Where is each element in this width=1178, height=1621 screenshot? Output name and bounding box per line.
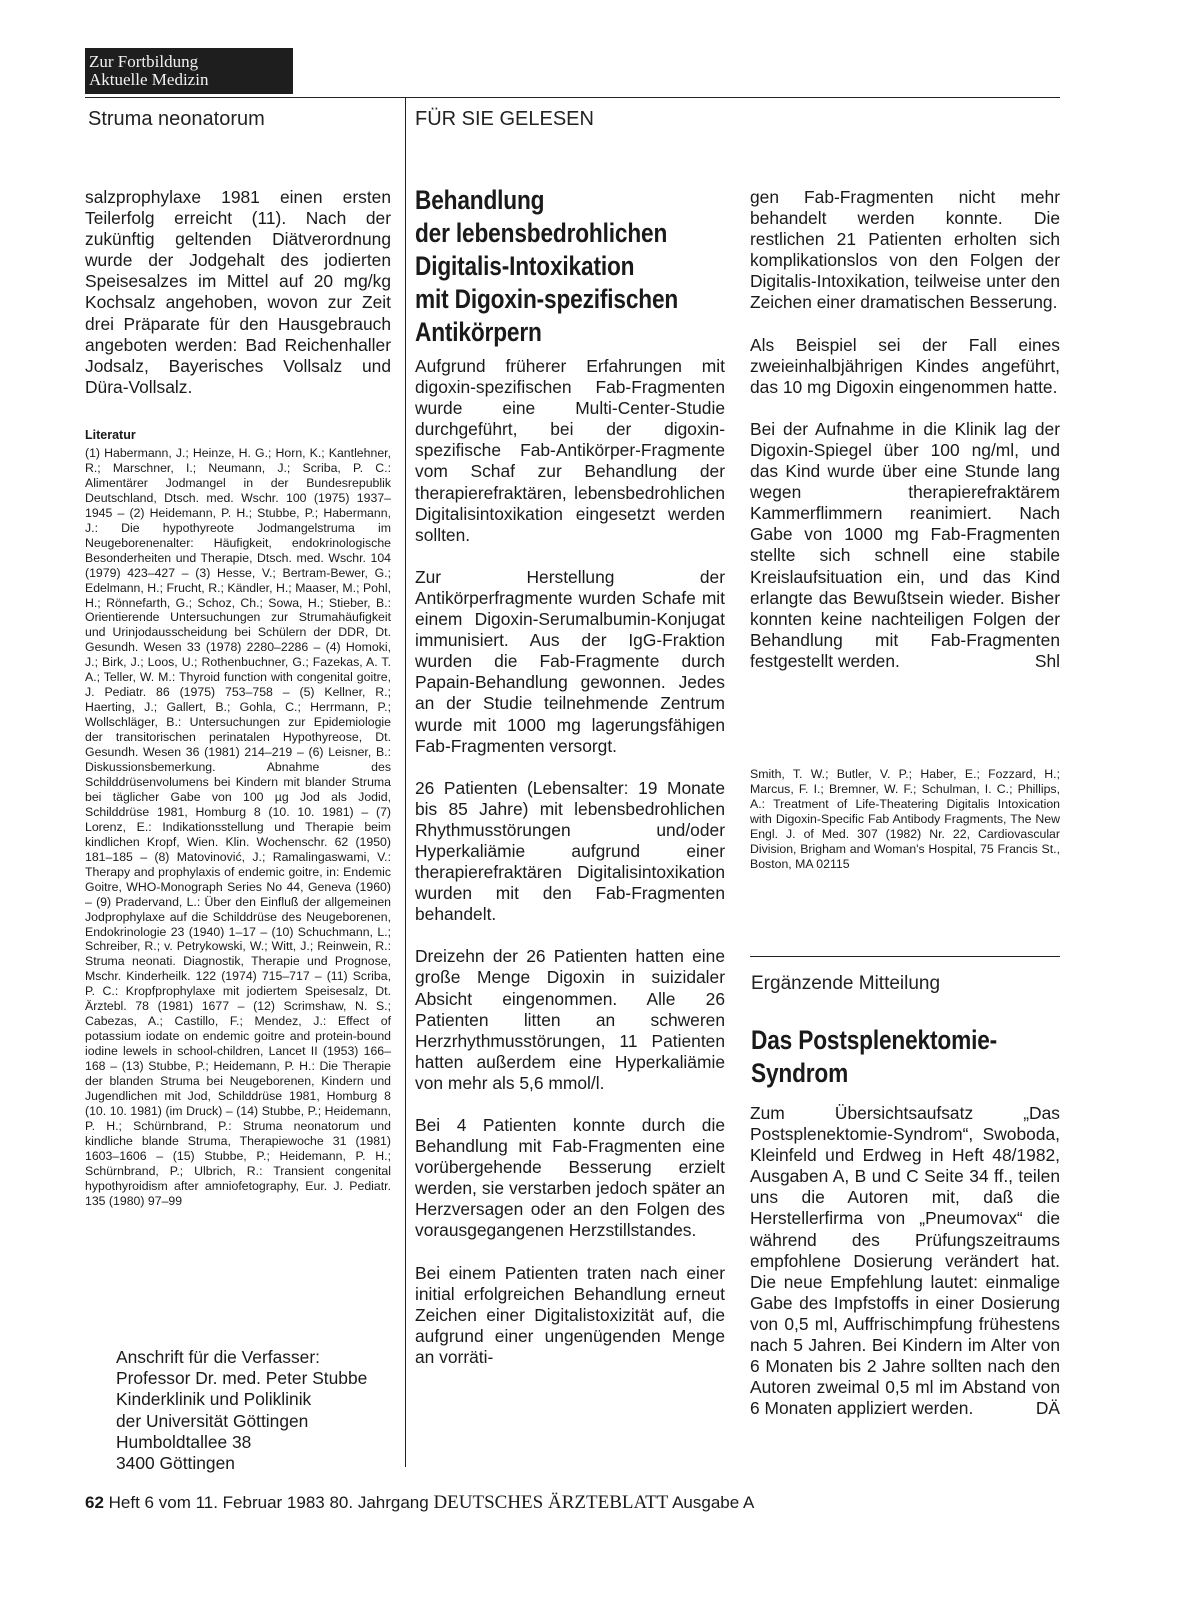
supplement-headline (751, 1024, 1044, 1090)
address-line: Professor Dr. med. Peter Stubbe (116, 1368, 368, 1389)
paragraph: Bei 4 Patienten konnte durch die Behandlung mit Fab-Fragmenten eine vorübergehende Besserung erzielt werden, sie verstarben jedoch später an Herzversagen oder an den Folgen des vorausgegangenen Herzstillstandes. (415, 1115, 725, 1241)
edition: Ausgabe A (672, 1493, 755, 1512)
headline-line: Syndrom (751, 1058, 849, 1088)
series-badge (85, 48, 293, 94)
headline-line: Behandlung (415, 185, 545, 215)
badge-line-1: Zur Fortbildung (89, 52, 199, 71)
journal-name: DEUTSCHES ÄRZTEBLATT (433, 1492, 669, 1513)
signature: Shl (1034, 650, 1060, 671)
paragraph: Zur Herstellung der Antikörperfragmente wurden Schafe mit einem Digoxin-Serumalbumin-Konjugat immunisiert. Aus der IgG-Fraktion wurden die Fab-Fragmente durch Papain-Behandlung gewonnen. Jedes an der Studie teilnehmende Zentrum wurde mit 1000 mg lagerungsfähigen Fab-Fragmenten versorgt. (415, 566, 725, 756)
left-section-title: Struma neonatorum (88, 108, 265, 130)
headline-line: der lebensbedrohlichen (415, 218, 668, 248)
literature-heading: Literatur (85, 428, 136, 442)
paragraph: Bei einem Patienten traten nach einer initial erfolgreichen Behandlung erneut Zeichen einer Digitalistoxizität auf, die aufgrund einer ungenügenden Menge an vorräti- (415, 1262, 725, 1367)
paragraph: Als Beispiel sei der Fall eines zweieinhalbjährigen Kindes angeführt, das 10 mg Digoxin eingenommen hatte. (750, 334, 1060, 397)
headline-line: Digitalis-Intoxikation (415, 251, 635, 281)
article-reference: Smith, T. W.; Butler, V. P.; Haber, E.; Fozzard, H.; Marcus, F. I.; Bremner, W. F.; Schulman, I. C.; Phillips, A.: Treatment of Life-Theatering Digitalis Intoxication with Digoxin-Specific Fab Antibody Fragments, The New Engl. J. of Med. 307 (1982) Nr. 22, Cardiovascular Division, Brigham and Woman's Hospital, 75 Francis St., Boston, MA 02115 (750, 767, 1060, 871)
page-number: 62 (85, 1493, 104, 1512)
paragraph (750, 419, 1060, 672)
paragraph: Dreizehn der 26 Patienten hatten eine große Menge Digoxin in suizidaler Absicht eingenommen. Alle 26 Patienten litten an schweren Herzrhythmusstörungen, 11 Patienten hatten außerdem eine Hyperkaliämie von mehr als 5,6 mmol/l. (415, 946, 725, 1093)
address-line: Kinderklinik und Poliklinik (116, 1389, 312, 1410)
supplement-section-title: Ergänzende Mitteilung (751, 973, 941, 994)
supplement-body (750, 1103, 1060, 1419)
paragraph: 26 Patienten (Lebensalter: 19 Monate bis 85 Jahre) mit lebensbedrohlichen Rhythmusstörungen und/oder Hyperkaliämie aufgrund einer therapierefraktären Digitalisintoxikation wurden mit den Fab-Fragmenten behandelt. (415, 777, 725, 925)
author-address (116, 1347, 367, 1474)
issue-info: Heft 6 vom 11. Februar 1983 80. Jahrgang (108, 1493, 429, 1512)
badge-line-2: Aktuelle Medizin (89, 70, 209, 89)
address-line: Anschrift für die Verfasser: (116, 1347, 320, 1367)
article-column-1 (415, 356, 725, 1389)
literature-list: (1) Habermann, J.; Heinze, H. G.; Horn, K.; Kantlehner, R.; Marschner, I.; Neumann, J.; Scriba, P. C.: Alimentärer Jodmangel in der Bundesrepublik Deutschland, Dtsch. med. Wschr. 100 (1975) 1937–1945 – (2) Heidemann, P. H.; Stubbe, P.; Habermann, J.: Die hypothyreote Jodmangelstruma im Neugeborenenalter: Häufigkeit, endokrinologische Besonderheiten und Therapie, Dtsch. med. Wschr. 104 (1979) 423–427 – (3) Hesse, V.; Bertram-Bewer, G.; Edelmann, H.; Frucht, R.; Kändler, H.; Maaser, M.; Pohl, H.; Rönnefarth, G.; Schoz, Ch.; Sowa, H.; Stieber, B.: Orientierende Untersuchungen zur Strumahäufigkeit und Urinjodausscheidung bei Schülern der DDR, Dt. Gesundh. Wesen 33 (1978) 2280–2286 – (4) Homoki, J.; Birk, J.; Loos, U.; Rothenbuchner, G.; Fazekas, A. T. A.; Teller, W. M.: Thyroid function with congenital goitre, J. Pediatr. 86 (1975) 753–758 – (5) Kellner, R.; Haerting, J.; Gallert, B.; Gohla, C.; Herrmann, P.; Wollschläger, B.: Untersuchungen zur Epidemiologie der transitorischen perinatalen Hypothyreose, Dt. Gesundh. Wesen 36 (1981) 214–219 – (6) Leisner, B.: Diskussionsbemerkung. Abnahme des Schilddrüsenvolumens bei Kindern mit blander Struma bei täglicher Gabe von 100 µg Jod als Jodid, Schilddrüse 1981, Homburg 8 (10. 10. 1981) – (7) Lorenz, E.: Indikationsstellung und Therapie beim kindlichen Kropf, Wien. Klin. Wochenschr. 62 (1950) 181–185 – (8) Matovinović, J.; Ramalingaswami, V.: Therapy and prophylaxis of endemic goitre, in: Endemic Goitre, WHO-Monograph Series No 44, Geneva (1960) – (9) Pradervand, L.: Über den Einfluß der allgemeinen Jodprophylaxe auf die Schilddrüse des Neugeborenen, Endokrinologie 23 (1940) 1–17 – (10) Schuchmann, L.; Schreiber, R.; v. Petrykowski, W.; Witt, J.; Reinwein, R.: Struma neonati. Diagnostik, Therapie und Prognose, Mschr. Kinderheilk. 122 (1974) 715–717 – (11) Scriba, P. C.: Kropfprophylaxe mit jodiertem Speisesalz, Dt. Ärztebl. 78 (1981) 1677 – (12) Scrimshaw, N. S.; Cabezas, A.; Castillo, F.; Mendez, J.: Effect of potassium iodate on endemic goitre and protein-bound iodine lewels in school-children, Lancet II (1953) 166–168 – (13) Stubbe, P.; Heidemann, P. H.: Die Therapie der blanden Struma bei Neugeborenen, Kindern und Jugendlichen mit Jod, Schilddrüse 1981, Homburg 8 (10. 10. 1981) (im Druck) – (14) Stubbe, P.; Heidemann, P. H.; Schürnbrand, P.: Struma neonatorum und kindliche blande Struma, Therapiewoche 31 (1981) 1603–1606 – (15) Stubbe, P.; Heidemann, P. H.; Schürnbrand, P.; Ulbrich, R.: Transient congenital hypothyroidism after amniofetography, Eur. J. Pediatr. 135 (1980) 97–99 (85, 446, 391, 1208)
top-rule (85, 97, 1060, 98)
paragraph: gen Fab-Fragmenten nicht mehr behandelt werden konnte. Die restlichen 21 Patienten erholten sich komplikationslos von den Folgen der Digitalis-Intoxikation, teilweise unter den Zeichen einer dramatischen Besserung. (750, 187, 1060, 313)
address-line: 3400 Göttingen (116, 1453, 235, 1474)
address-line: Humboldtallee 38 (116, 1431, 252, 1452)
paragraph: Aufgrund früherer Erfahrungen mit digoxin-spezifischen Fab-Fragmenten wurde eine Multi-Center-Studie durchgeführt, bei der digoxin-spezifische Fab-Antikörper-Fragmente vom Schaf zur Behandlung der therapierefraktären, lebensbedrohlichen Digitalisintoxikation eingesetzt werden sollten. (415, 356, 725, 545)
right-section-title: FÜR SIE GELESEN (415, 108, 594, 130)
article-headline (415, 184, 728, 349)
column-divider (405, 97, 406, 1467)
supplement-text: Zum Übersichtsaufsatz „Das Postsplenektomie-Syndrom“, Swoboda, Kleinfeld und Erdweg in Heft 48/1982, Ausgaben A, B und C Seite 34 ff., teilen uns die Autoren mit, daß die Herstellerfirma von „Pneumovax“ die während des Prüfungszeitraums empfohlene Dosierung verändert hat. Die neue Empfehlung lautet: einmalige Gabe des Impfstoffs in einer Dosierung von 0,5 ml, Auffrischimpfung frühestens nach 5 Jahren. Bei Kindern im Alter von 6 Monaten bis 2 Jahre sollten nach den Autoren zweimal 0,5 ml im Abstand von 6 Monaten appliziert werden. (750, 1103, 1060, 1419)
headline-line: Das Postsplenektomie- (751, 1025, 998, 1055)
address-line: der Universität Göttingen (116, 1410, 309, 1431)
left-body-text: salzprophylaxe 1981 einen ersten Teilerfolg erreicht (11). Nach der zukünftig geltenden Diätverordnung wurde der Jodgehalt des jodierten Speisesalzes im Mittel auf 20 mg/kg Kochsalz angehoben, wovon zur Zeit drei Präparate für den Hausgebrauch angeboten werden: Bad Reichenhaller Jodsalz, Bayerisches Vollsalz und Düra-Vollsalz. (85, 187, 391, 397)
supplement-signature: DÄ (1035, 1398, 1060, 1419)
headline-line: Antikörpern (415, 317, 542, 347)
article-column-2 (750, 187, 1060, 672)
section-rule (750, 956, 1060, 957)
page-footer (85, 1492, 754, 1514)
headline-line: mit Digoxin-spezifischen (415, 284, 679, 314)
paragraph-text: Bei der Aufnahme in die Klinik lag der Digoxin-Spiegel über 100 ng/ml, und das Kind wurde über eine Stunde lang wegen therapierefraktärem Kammerflimmern reanimiert. Nach Gabe von 1000 mg Fab-Fragmenten stellte sich schnell eine stabile Kreislaufsituation ein, und das Kind erlangte das Bewußtsein wieder. Bisher konnten keine nachteiligen Folgen der Behandlung mit Fab-Fragmenten festgestellt werden. (750, 418, 1060, 671)
